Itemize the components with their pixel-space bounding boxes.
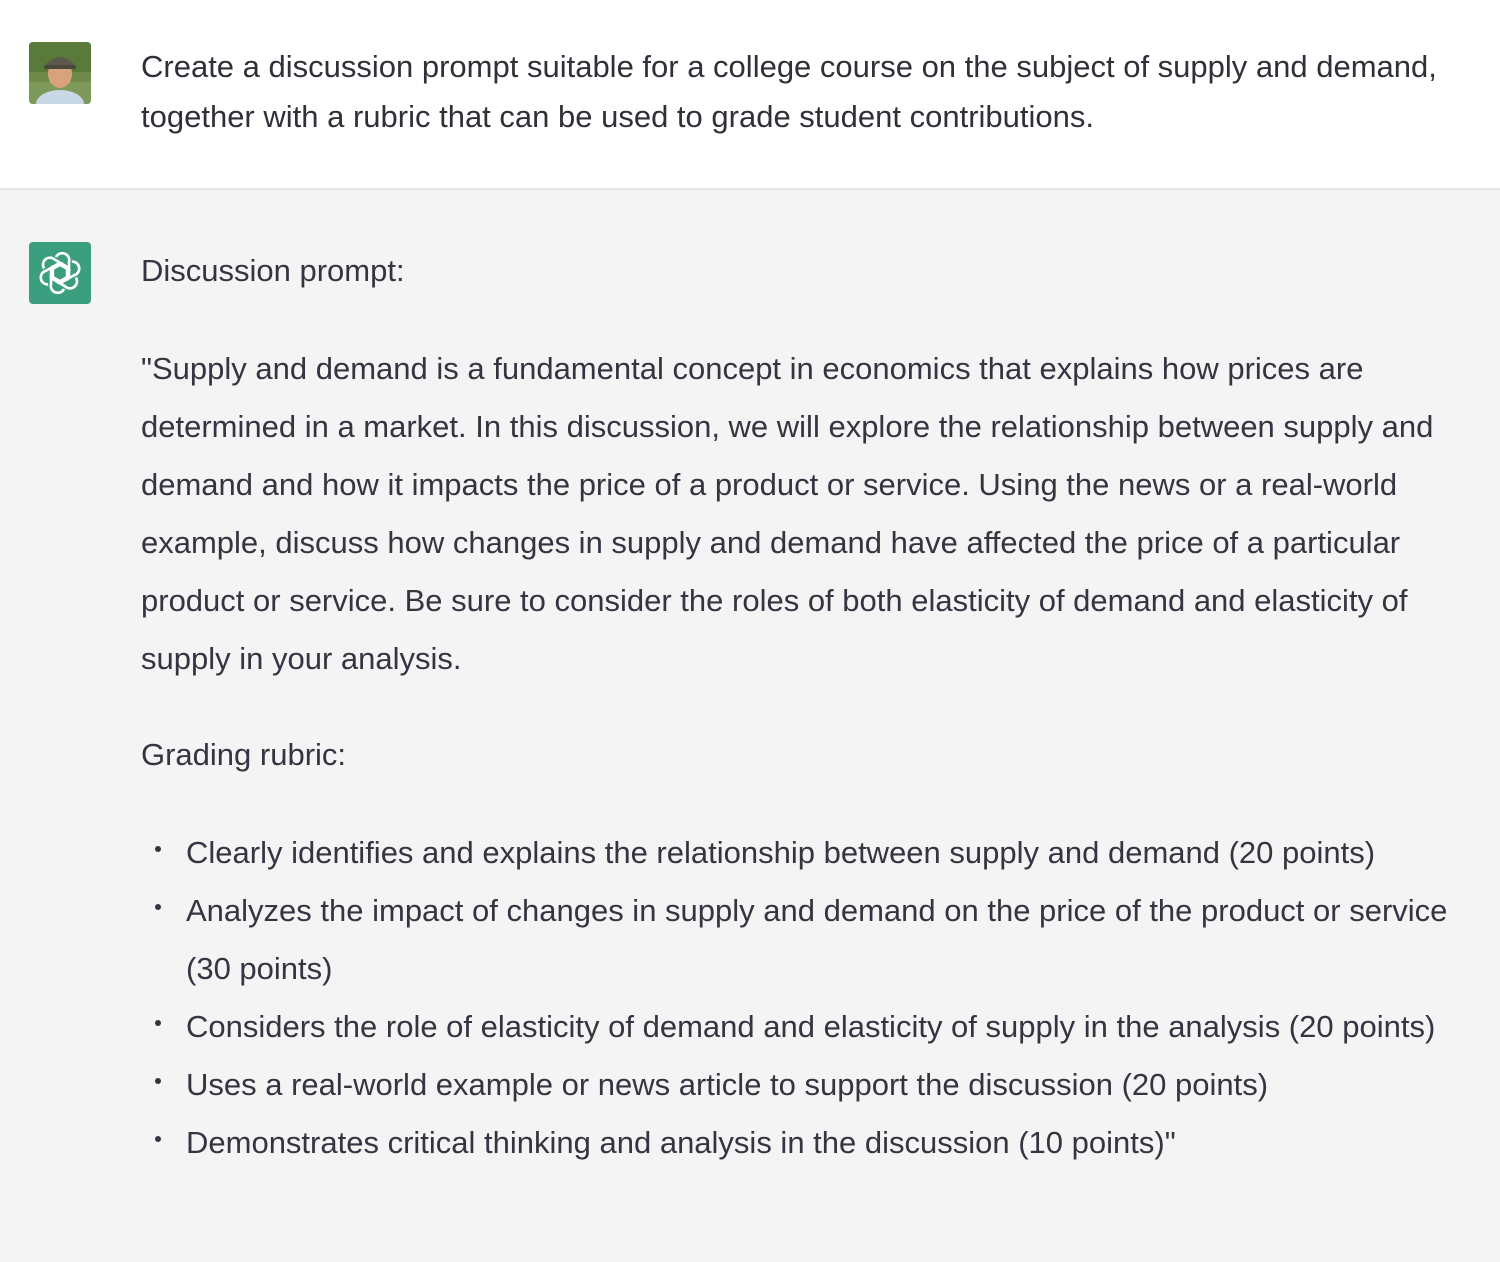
rubric-list (141, 824, 1491, 1172)
rubric-item-text: Demonstrates critical thinking and analysis in the discussion (10 points)" (186, 1125, 1176, 1160)
rubric-item (141, 1114, 1491, 1172)
rubric-item (141, 882, 1491, 998)
user-avatar (29, 42, 91, 104)
bullet-icon (155, 1020, 161, 1026)
user-message (0, 0, 1500, 190)
bullet-icon (155, 1078, 161, 1084)
rubric-item-text: Considers the role of elasticity of demand and elasticity of supply in the analysis (20 points) (186, 1009, 1436, 1044)
rubric-item (141, 824, 1491, 882)
bullet-icon (155, 846, 161, 852)
prompt-text: "Supply and demand is a fundamental concept in economics that explains how prices are determined in a market. In this discussion, we will explore the relationship between supply and demand and how it impacts the price of a product or service. Using the news or a real-world example, discuss how changes in supply and demand have affected the price of a particular product or service. Be sure to consider the roles of both elasticity of demand and elasticity of supply in your analysis. (141, 351, 1434, 676)
bullet-icon (155, 904, 161, 910)
assistant-message-body (141, 246, 1491, 1172)
rubric-item-text: Clearly identifies and explains the relationship between supply and demand (20 points) (186, 835, 1376, 870)
rubric-item (141, 1056, 1491, 1114)
assistant-avatar (29, 242, 91, 304)
openai-logo-icon (29, 242, 91, 304)
user-message-text: Create a discussion prompt suitable for a college course on the subject of supply and demand, together with a rubric that can be used to grade student contributions. (141, 49, 1437, 134)
assistant-message (0, 190, 1500, 1262)
bullet-icon (155, 1136, 161, 1142)
rubric-item-text: Uses a real-world example or news article to support the discussion (20 points) (186, 1067, 1269, 1102)
rubric-heading: Grading rubric: (141, 737, 347, 772)
rubric-item (141, 998, 1491, 1056)
user-photo-avatar-icon (29, 42, 91, 104)
rubric-item-text: Analyzes the impact of changes in supply and demand on the price of the product or service (30 points) (186, 893, 1448, 986)
prompt-heading: Discussion prompt: (141, 253, 405, 288)
